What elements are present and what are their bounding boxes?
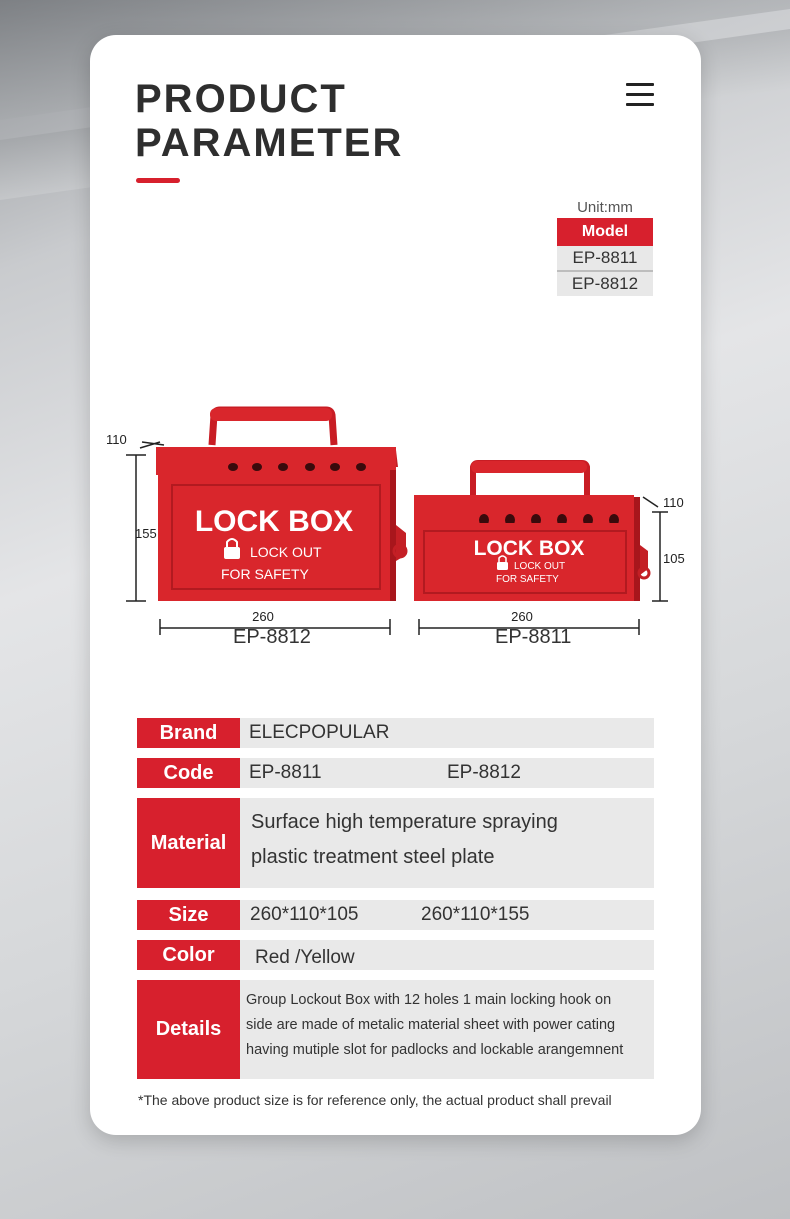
spec-label: Code — [137, 758, 240, 788]
box-title-text: LOCK BOX — [194, 505, 354, 538]
spec-row-details — [137, 980, 654, 1079]
product-card — [90, 35, 701, 1135]
spec-row-material — [137, 798, 654, 888]
spec-row-code — [137, 758, 654, 788]
details-line: side are made of metalic material sheet with power cating — [246, 1017, 616, 1033]
model-row: EP-8811 — [557, 246, 653, 270]
title-line-1: PRODUCT — [135, 77, 347, 121]
spec-value — [240, 980, 654, 1079]
box-line1-text: LOCK OUT — [514, 561, 566, 572]
menu-bar — [626, 83, 654, 86]
model-unit-table — [557, 198, 653, 296]
material-line: Surface high temperature spraying — [251, 811, 558, 833]
details-line: Group Lockout Box with 12 holes 1 main locking hook on — [246, 992, 612, 1008]
spec-label: Brand — [137, 718, 240, 748]
spec-label: Material — [137, 798, 240, 888]
code-value-1: EP-8811 — [249, 762, 322, 783]
model-caption-left: EP-8812 — [233, 626, 311, 648]
dim-right-height: 105 — [663, 551, 685, 566]
dim-left-width: 260 — [252, 609, 274, 624]
spec-value — [240, 718, 654, 748]
page-title — [135, 77, 403, 165]
material-line: plastic treatment steel plate — [251, 846, 495, 868]
menu-bar — [626, 103, 654, 106]
spec-row-brand — [137, 718, 654, 748]
dim-left-height: 155 — [135, 526, 157, 541]
handle-grip — [210, 408, 332, 421]
material-text — [251, 805, 651, 875]
spec-row-size — [137, 900, 654, 930]
dim-right-top: 110 — [663, 495, 684, 510]
spec-label: Size — [137, 900, 240, 930]
dim-left-top: 110 — [106, 432, 127, 447]
model-header: Model — [557, 218, 653, 246]
code-value-2: EP-8812 — [447, 762, 521, 783]
box-side — [390, 470, 396, 601]
product-drawing — [90, 355, 701, 655]
lock-box-large — [156, 408, 406, 601]
spec-value — [240, 940, 654, 970]
box-side — [634, 497, 640, 601]
handle-grip — [471, 461, 587, 473]
color-value: Red /Yellow — [255, 947, 355, 968]
spec-value — [240, 798, 654, 888]
spec-label: Color — [137, 940, 240, 970]
box-top — [414, 495, 634, 523]
box-line2-text: FOR SAFETY — [496, 574, 559, 585]
model-caption-right: EP-8811 — [495, 626, 572, 648]
spec-value — [240, 758, 654, 788]
hook-ring — [639, 568, 649, 578]
model-row: EP-8812 — [557, 270, 653, 296]
spec-value — [240, 900, 654, 930]
box-line1-text: LOCK OUT — [250, 544, 322, 560]
unit-label: Unit:mm — [577, 199, 633, 216]
box-title-text: LOCK BOX — [473, 537, 585, 560]
footnote: *The above product size is for reference only, the actual product shall prevail — [138, 1092, 612, 1108]
spec-label: Details — [137, 980, 240, 1079]
title-accent-bar — [136, 178, 180, 183]
title-line-2: PARAMETER — [135, 121, 404, 165]
dim-right-width: 260 — [511, 609, 533, 624]
details-line: having mutiple slot for padlocks and lockable arangemnent — [246, 1042, 624, 1058]
lock-box-small — [414, 461, 649, 601]
details-text — [246, 988, 656, 1063]
size-value-2: 260*110*155 — [421, 904, 530, 925]
size-value-1: 260*110*105 — [250, 904, 359, 925]
spec-row-color — [137, 940, 654, 970]
box-line2-text: FOR SAFETY — [221, 566, 309, 582]
menu-bar — [626, 93, 654, 96]
brand-value: ELECPOPULAR — [249, 722, 390, 743]
hamburger-menu-icon[interactable] — [626, 83, 654, 107]
